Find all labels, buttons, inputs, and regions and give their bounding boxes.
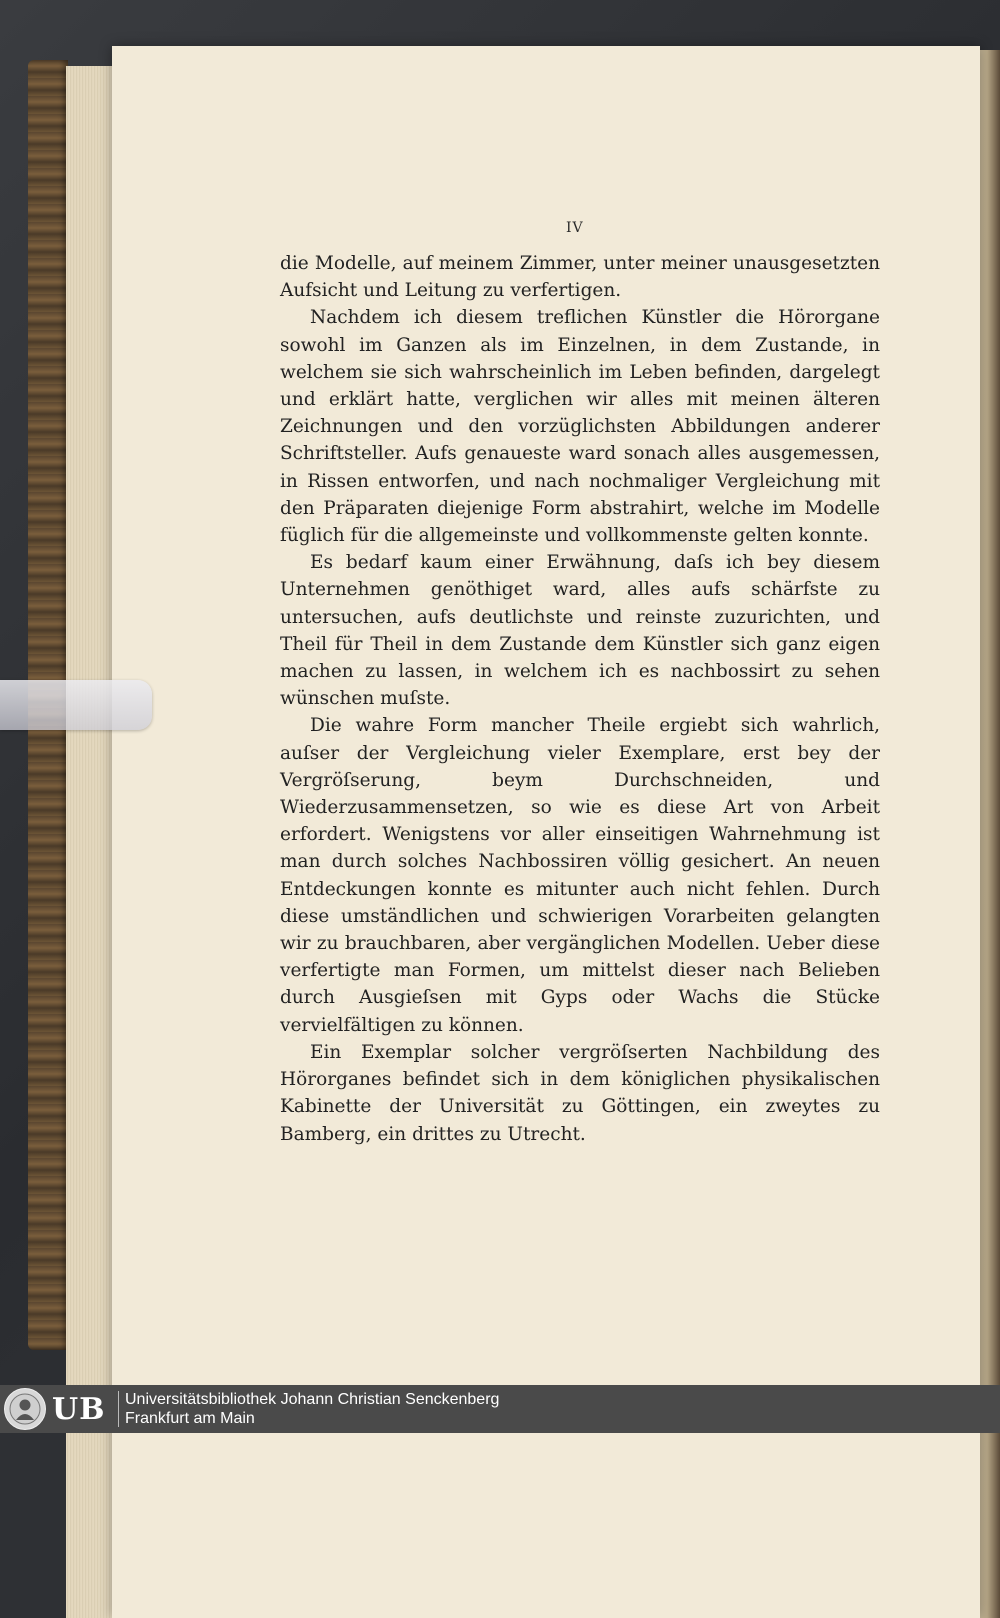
page-number: IV bbox=[566, 220, 584, 236]
paragraph: die Modelle, auf meinem Zimmer, unter meiner unausgesetzten Aufsicht und Leitung zu verfertigen. bbox=[280, 253, 880, 302]
library-name: Universitätsbibliothek Johann Christian Senckenberg bbox=[125, 1391, 500, 1408]
library-footer bbox=[0, 1385, 1000, 1433]
library-logo bbox=[4, 1387, 116, 1431]
portrait-seal-icon bbox=[4, 1388, 46, 1430]
page-holder-clip bbox=[0, 680, 152, 730]
page-text bbox=[280, 250, 880, 1148]
footer-text bbox=[125, 1390, 499, 1428]
paragraph: Ein Exemplar solcher vergröſserten Nachbildung des Hörorganes befindet sich in dem königlichen physikalischen Kabinette der Universität zu Göttingen, ein zweytes zu Bamberg, ein drittes zu Utrecht. bbox=[280, 1041, 880, 1145]
paragraph: Nachdem ich diesem treflichen Künstler die Hörorgane sowohl im Ganzen als im Einzelnen, in dem Zustande, in welchem sie sich wahrscheinlich im Leben befinden, dargelegt und erklärt hatte, verglichen wir alles mit meinen älteren Zeichnungen und den vorzüglichsten Abbildungen anderer Schriftsteller. Aufs genaueste ward sonach alles ausgemessen, in Rissen entworfen, und nach nochmaliger Vergleichung mit den Präparaten diejenige Form abstrahirt, welche im Modelle füglich für die allgemeinste und vollkommenste gelten konnte. bbox=[280, 307, 880, 547]
paragraph: Es bedarf kaum einer Erwähnung, daſs ich bey diesem Unternehmen genöthiget ward, alles aufs schärfste zu untersuchen, aufs deutlichste und reinste zuzurichten, und Theil für Theil in dem Zustande dem Künstler sich ganz eigen machen zu lassen, in welchem ich es nachbossirt zu sehen wünschen muſste. bbox=[280, 552, 880, 710]
ub-logo-text: UB bbox=[52, 1391, 106, 1427]
library-location: Frankfurt am Main bbox=[125, 1410, 255, 1427]
paragraph: Die wahre Form mancher Theile ergiebt sich wahrlich, auſser der Vergleichung vieler Exemplare, erst bey der Vergröſserung, beym Durchschneiden, und Wiederzusammensetzen, so wie es diese Art von Arbeit erfordert. Wenigstens vor aller einseitigen Wahrnehmung ist man durch solches Nachbossiren völlig gesichert. An neuen Entdeckungen konnte es mitunter auch nicht fehlen. Durch diese umständlichen und schwierigen Vorarbeiten gelangten wir zu brauchbaren, aber vergänglichen Modellen. Ueber diese verfertigte man Formen, um mittelst dieser nach Belieben durch Ausgieſsen mit Gyps oder Wachs die Stücke vervielfältigen zu können. bbox=[280, 715, 880, 1036]
footer-divider bbox=[118, 1391, 119, 1427]
